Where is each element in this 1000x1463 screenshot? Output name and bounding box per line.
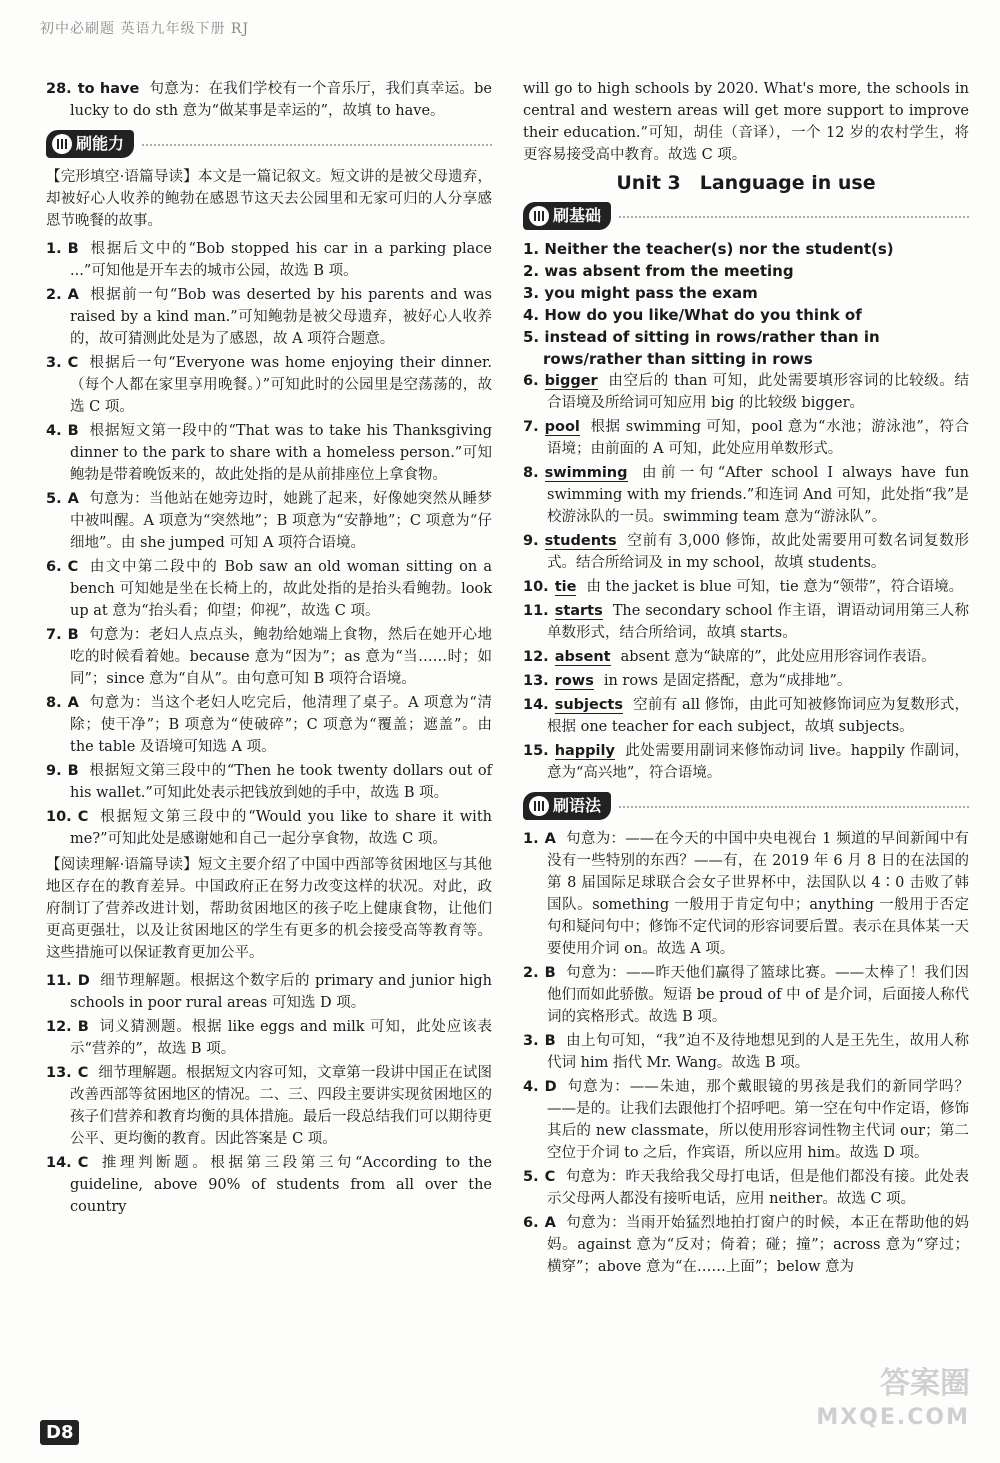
item-explanation: 此处需要用副词来修饰动词 live。happily 作副词，意为“高兴地”，符合语境。 (547, 743, 969, 781)
item-answer: A (544, 1215, 556, 1231)
section-title: 刷基础 (553, 206, 602, 225)
item-explanation: 根据后文中的“Bob stopped his car in a parking place ...”可知他是开车去的城市公园，故选 B 项。 (70, 241, 492, 279)
answer-item (523, 416, 969, 460)
answer-item (46, 970, 492, 1014)
item-explanation: 句意为：当他站在她旁边时，她跳了起来，好像她突然从睡梦中被叫醒。A 项意为“突然地”；B 项意为“安静地”；C 项意为“仔细地”。由 she jumped 可知 A 项符合语境。 (70, 491, 492, 551)
item-answer: B (67, 241, 79, 257)
answer-item (46, 352, 492, 418)
answer-item (46, 238, 492, 282)
item-number: 4. (523, 306, 540, 324)
item-answer: happily (554, 743, 615, 759)
page-number: D8 (40, 1420, 79, 1445)
item-number: 6. (46, 559, 62, 575)
item-number: 3. (523, 1033, 539, 1049)
answer-item (46, 692, 492, 758)
item-answer: C (77, 809, 89, 825)
item-explanation: 根据短文第三段中的“Would you like to share it with me?”可知此处是感谢她和自己一起分享食物，故选 C 项。 (70, 809, 492, 847)
answer-item (46, 1152, 492, 1218)
item-number: 2. (46, 287, 62, 303)
watermark-en: MXQE.COM (816, 1405, 970, 1430)
item-number: 14. (523, 697, 549, 713)
item-explanation: 句意为：老妇人点点头，鲍勃给她端上食物，然后在她开心地吃的时候看着她。because 意为“因为”；as 意为“当……时；如同”；since 意为“自从”。由句意可知 B 项符合语境。 (70, 627, 492, 687)
answer-item (46, 806, 492, 850)
item-explanation: 根据前一句“Bob was deserted by his parents and was raised by a kind man.”可知鲍勃是被父母遗弃，被好心人收养的，故可猜测此处是为了感恩，故 A 项符合题意。 (70, 287, 492, 347)
section-badge (523, 202, 611, 230)
item-answer: B (77, 1019, 89, 1035)
fill-item (523, 238, 969, 260)
item-number: 12. (46, 1019, 72, 1035)
watermark-logo (816, 1367, 970, 1435)
item-answer: D (77, 973, 90, 989)
item-answer: bigger (544, 373, 598, 389)
item-explanation: 句意为：在我们学校有一个音乐厅，我们真幸运。be lucky to do sth 意为“做某事是幸运的”，故填 to have。 (70, 81, 492, 119)
item-explanation: 根据后一句“Everyone was home enjoying their dinner.（每个人都在家里享用晚餐。）”可知此时的公园里是空荡荡的，故选 C 项。 (70, 355, 492, 415)
item-answer: absent (554, 649, 611, 665)
item-answer: swimming (544, 465, 628, 481)
book-icon (52, 134, 72, 154)
right-column (523, 78, 969, 1280)
item-answer: was absent from the meeting (544, 262, 794, 280)
item-number: 13. (523, 673, 549, 689)
item-number: 13. (46, 1065, 72, 1081)
item-explanation: 由空后的 than 可知，此处需要填形容词的比较级。结合语境及所给词可知应用 big 的比较级 bigger。 (547, 373, 969, 411)
dotted-divider (619, 805, 969, 808)
item-explanation: 空前有 all 修饰，由此可知被修饰词应为复数形式，根据 one teacher for each subject，故填 subjects。 (547, 697, 969, 735)
answer-item (523, 646, 969, 668)
item-number: 3. (523, 284, 540, 302)
item-explanation: 由文中第二段中的 Bob saw an old woman sitting on a bench 可知她是坐在长椅上的，故此处指的是抬头看鲍勃。look up at 意为“抬头看；仰望；仰视”，故选 C 项。 (70, 559, 492, 619)
item-number: 1. (523, 240, 540, 258)
dotted-divider (142, 143, 492, 146)
fill-item (523, 282, 969, 304)
answer-item (523, 962, 969, 1028)
item-number: 1. (46, 241, 62, 257)
item-answer: A (67, 695, 79, 711)
fill-answers (523, 238, 969, 370)
item-explanation: 句意为：当这个老妇人吃完后，他清理了桌子。A 项意为“清除；使干净”；B 项意为“使破碎”；C 项意为“覆盖；遮盖”。由 the table 及语境可知选 A 项。 (70, 695, 492, 755)
answer-item (523, 576, 969, 598)
answer-item (523, 530, 969, 574)
fill-item (523, 260, 969, 282)
section-badge (46, 130, 134, 158)
item-explanation: 根据短文第一段中的“That was to take his Thanksgiving dinner to the park to share with a homeless person.”可知鲍勃是带着晚饭来的，故此处指的是从前排座位上拿食物。 (70, 423, 492, 483)
grammar-answers (523, 828, 969, 1278)
item-answer: D (544, 1079, 557, 1095)
item-explanation: 词义猜测题。根据 like eggs and milk 可知，此处应该表示“营养的”，故选 B 项。 (70, 1019, 492, 1057)
item-answer: starts (554, 603, 603, 619)
item-explanation: 句意为：——昨天他们赢得了篮球比赛。——太棒了！我们因他们而如此骄傲。短语 be proud of 中 of 是介词，后面接人称代词的宾格形式。故选 B 项。 (547, 965, 969, 1025)
answer-item (523, 600, 969, 644)
item-number: 8. (523, 465, 539, 481)
item-number: 11. (523, 603, 549, 619)
section-label-grammar (523, 792, 969, 820)
answer-item (46, 1016, 492, 1060)
cloze-intro: 【完形填空·语篇导读】本文是一篇记叙文。短文讲的是被父母遗弃，却被好心人收养的鲍勃在感恩节这天去公园里和无家可归的人分享感恩节晚餐的故事。 (46, 169, 492, 229)
section-label-basics (523, 202, 969, 230)
item-explanation: 句意为：——在今天的中国中央电视台 1 频道的早间新闻中有没有一些特别的东西？——有，在 2019 年 6 月 8 日的在法国的第 8 届国际足球联合会女子世界杯中，法国队以 4∶0 击败了韩国队。something 一般用于肯定句中；anything 一般用于否定句和疑问句中；修饰不定代词的形容词要后置。表示在具体某一天要使用介词 on。故选 A 项。 (547, 831, 969, 957)
cloze-answers (46, 238, 492, 850)
answer-item (523, 1212, 969, 1278)
item-number: 7. (523, 419, 539, 435)
item-answer: rows (554, 673, 594, 689)
item-number: 12. (523, 649, 549, 665)
reading-intro: 【阅读理解·语篇导读】短文主要介绍了中国中西部等贫困地区与其他地区存在的教育差异。中国政府正在努力改变这样的状况。对此，政府制订了营养改进计划，帮助贫困地区的孩子吃上健康食物，让他们更高更强壮，以及让贫困地区的学生有更多的机会接受高等教育等。这些措施可以保证教育更加公平。 (46, 857, 492, 961)
item-number: 2. (523, 262, 540, 280)
item-explanation: 由上句可知，“我”迫不及待地想见到的人是王先生，故用人称代词 him 指代 Mr. Wang。故选 B 项。 (547, 1033, 969, 1071)
item-answer: Neither the teacher(s) nor the student(s) (544, 240, 894, 258)
answer-item (46, 420, 492, 486)
fill-item (523, 326, 969, 370)
answer-item (523, 828, 969, 960)
item-number: 4. (46, 423, 62, 439)
item-answer: How do you like/What do you think of (544, 306, 862, 324)
item-number: 5. (523, 1169, 539, 1185)
item-answer: C (67, 559, 79, 575)
item-explanation: 细节理解题。根据这个数字后的 primary and junior high schools in poor rural areas 可知选 D 项。 (70, 973, 492, 1011)
item-answer: B (544, 1033, 556, 1049)
answer-item (523, 670, 969, 692)
answer-item (523, 462, 969, 528)
item-number: 11. (46, 973, 72, 989)
book-icon (529, 206, 549, 226)
answer-item (46, 1062, 492, 1150)
answer-item (46, 284, 492, 350)
item-answer: B (67, 763, 79, 779)
answer-item (523, 1076, 969, 1164)
item-number: 14. (46, 1155, 72, 1171)
item-explanation: in rows 是固定搭配，意为“成排地”。 (603, 673, 852, 689)
item-number: 28. (46, 81, 72, 97)
item-answer: B (67, 423, 79, 439)
item-number: 2. (523, 965, 539, 981)
book-icon (529, 796, 549, 816)
item-answer: C (67, 355, 79, 371)
item-number: 9. (523, 533, 539, 549)
item-answer: A (544, 831, 556, 847)
item-answer: students (544, 533, 617, 549)
item-explanation: 细节理解题。根据短文内容可知，文章第一段讲中国正在试图改善西部等贫困地区的情况。二、三、四段主要讲实现贫困地区的孩子们营养和教育均衡的具体措施。最后一段总结我们可以期待更公平、更均衡的教育。因此答案是 C 项。 (70, 1065, 492, 1147)
item-answer: B (67, 627, 79, 643)
section-title: 刷能力 (76, 134, 125, 153)
item-answer: B (544, 965, 556, 981)
left-column (46, 78, 492, 1220)
section-badge (523, 792, 611, 820)
item-number: 1. (523, 831, 539, 847)
item-number: 10. (523, 579, 549, 595)
page-header: 初中必刷题 英语九年级下册 RJ (40, 21, 250, 37)
unit-title: Unit 3 Language in use (616, 172, 876, 194)
watermark-cn: 答案圈 (880, 1366, 970, 1401)
answer-item (46, 556, 492, 622)
item-number: 3. (46, 355, 62, 371)
item-explanation: 句意为：当雨开始猛烈地拍打窗户的时候，本正在帮助他的妈妈。against 意为“反对；倚着；碰；撞”；across 意为“穿过；横穿”；above 意为“在……上面”；below 意为 (547, 1215, 969, 1275)
item-explanation: The secondary school 作主语，谓语动词用第三人称单数形式，结合所给词，故填 starts。 (547, 603, 969, 641)
vocab-answers (523, 370, 969, 784)
section-title: 刷语法 (553, 796, 602, 815)
item-answer: C (77, 1065, 89, 1081)
answer-item (523, 740, 969, 784)
item-number: 5. (46, 491, 62, 507)
item-answer: you might pass the exam (544, 284, 758, 302)
answer-item (523, 1166, 969, 1210)
item-answer: C (544, 1169, 556, 1185)
item-answer: C (77, 1155, 89, 1171)
item-number: 6. (523, 1215, 539, 1231)
answer-item (523, 1030, 969, 1074)
answer-item-28 (46, 78, 492, 122)
answer-item (46, 488, 492, 554)
item-explanation: 由 the jacket is blue 可知，tie 意为“领带”，符合语境。 (586, 579, 964, 595)
answer-item (46, 624, 492, 690)
fill-item (523, 304, 969, 326)
item-explanation: 推理判断题。根据第三段第三句“According to the guideline, above 90% of students from all over the country (70, 1155, 492, 1215)
item-explanation: 句意为：——朱迪，那个戴眼镜的男孩是我们的新同学吗？——是的。让我们去跟他打个招呼吧。第一空在句中作定语，修饰其后的 new classmate，所以使用形容词性物主代词 our；第二空位于介词 to 之后，作宾语，所以应用 him。故选 D 项。 (547, 1079, 969, 1161)
item-number: 10. (46, 809, 72, 825)
item-explanation: 由前一句“After school I always have fun swimming with my friends.”和连词 And 可知，此处指“我”是校游泳队的一员。swimming team 意为“游泳队”。 (547, 465, 969, 525)
item-explanation: 句意为：昨天我给我父母打电话，但是他们都没有接。此处表示父母两人都没有接听电话，应用 neither。故选 C 项。 (547, 1169, 969, 1207)
answer-item (523, 694, 969, 738)
item-answer: instead of sitting in rows/rather than in rows/rather than sitting in rows (543, 328, 880, 368)
item-answer: A (67, 491, 79, 507)
item-number: 9. (46, 763, 62, 779)
item-number: 8. (46, 695, 62, 711)
dotted-divider (619, 215, 969, 218)
section-label-ability (46, 130, 492, 158)
item-explanation: absent 意为“缺席的”，此处应用形容词作表语。 (620, 649, 936, 665)
item-number: 6. (523, 373, 539, 389)
reading-answers (46, 970, 492, 1218)
item-explanation: 空前有 3,000 修饰，故此处需要用可数名词复数形式。结合所给词及 in my school，故填 students。 (547, 533, 969, 571)
item-answer: A (67, 287, 79, 303)
item-number: 4. (523, 1079, 539, 1095)
item-explanation: 根据短文第三段中的“Then he took twenty dollars out of his wallet.”可知此处表示把钱放到她的手中，故选 B 项。 (70, 763, 492, 801)
item-answer: tie (554, 579, 577, 595)
continued-explanation: will go to high schools by 2020. What's more, the schools in central and western areas will get more support to improve their education.”可知，胡佳（音译），一个 12 岁的农村学生，将更容易接受高中教育。故选 C 项。 (523, 81, 969, 163)
item-answer: subjects (554, 697, 623, 713)
item-number: 5. (523, 328, 540, 346)
item-number: 15. (523, 743, 549, 759)
item-answer: pool (544, 419, 580, 435)
answer-item (523, 370, 969, 414)
item-number: 7. (46, 627, 62, 643)
item-answer: to have (77, 81, 140, 97)
item-explanation: 根据 swimming 可知，pool 意为“水池；游泳池”，符合语境；由前面的 A 可知，此处应用单数形式。 (547, 419, 969, 457)
answer-item (46, 760, 492, 804)
